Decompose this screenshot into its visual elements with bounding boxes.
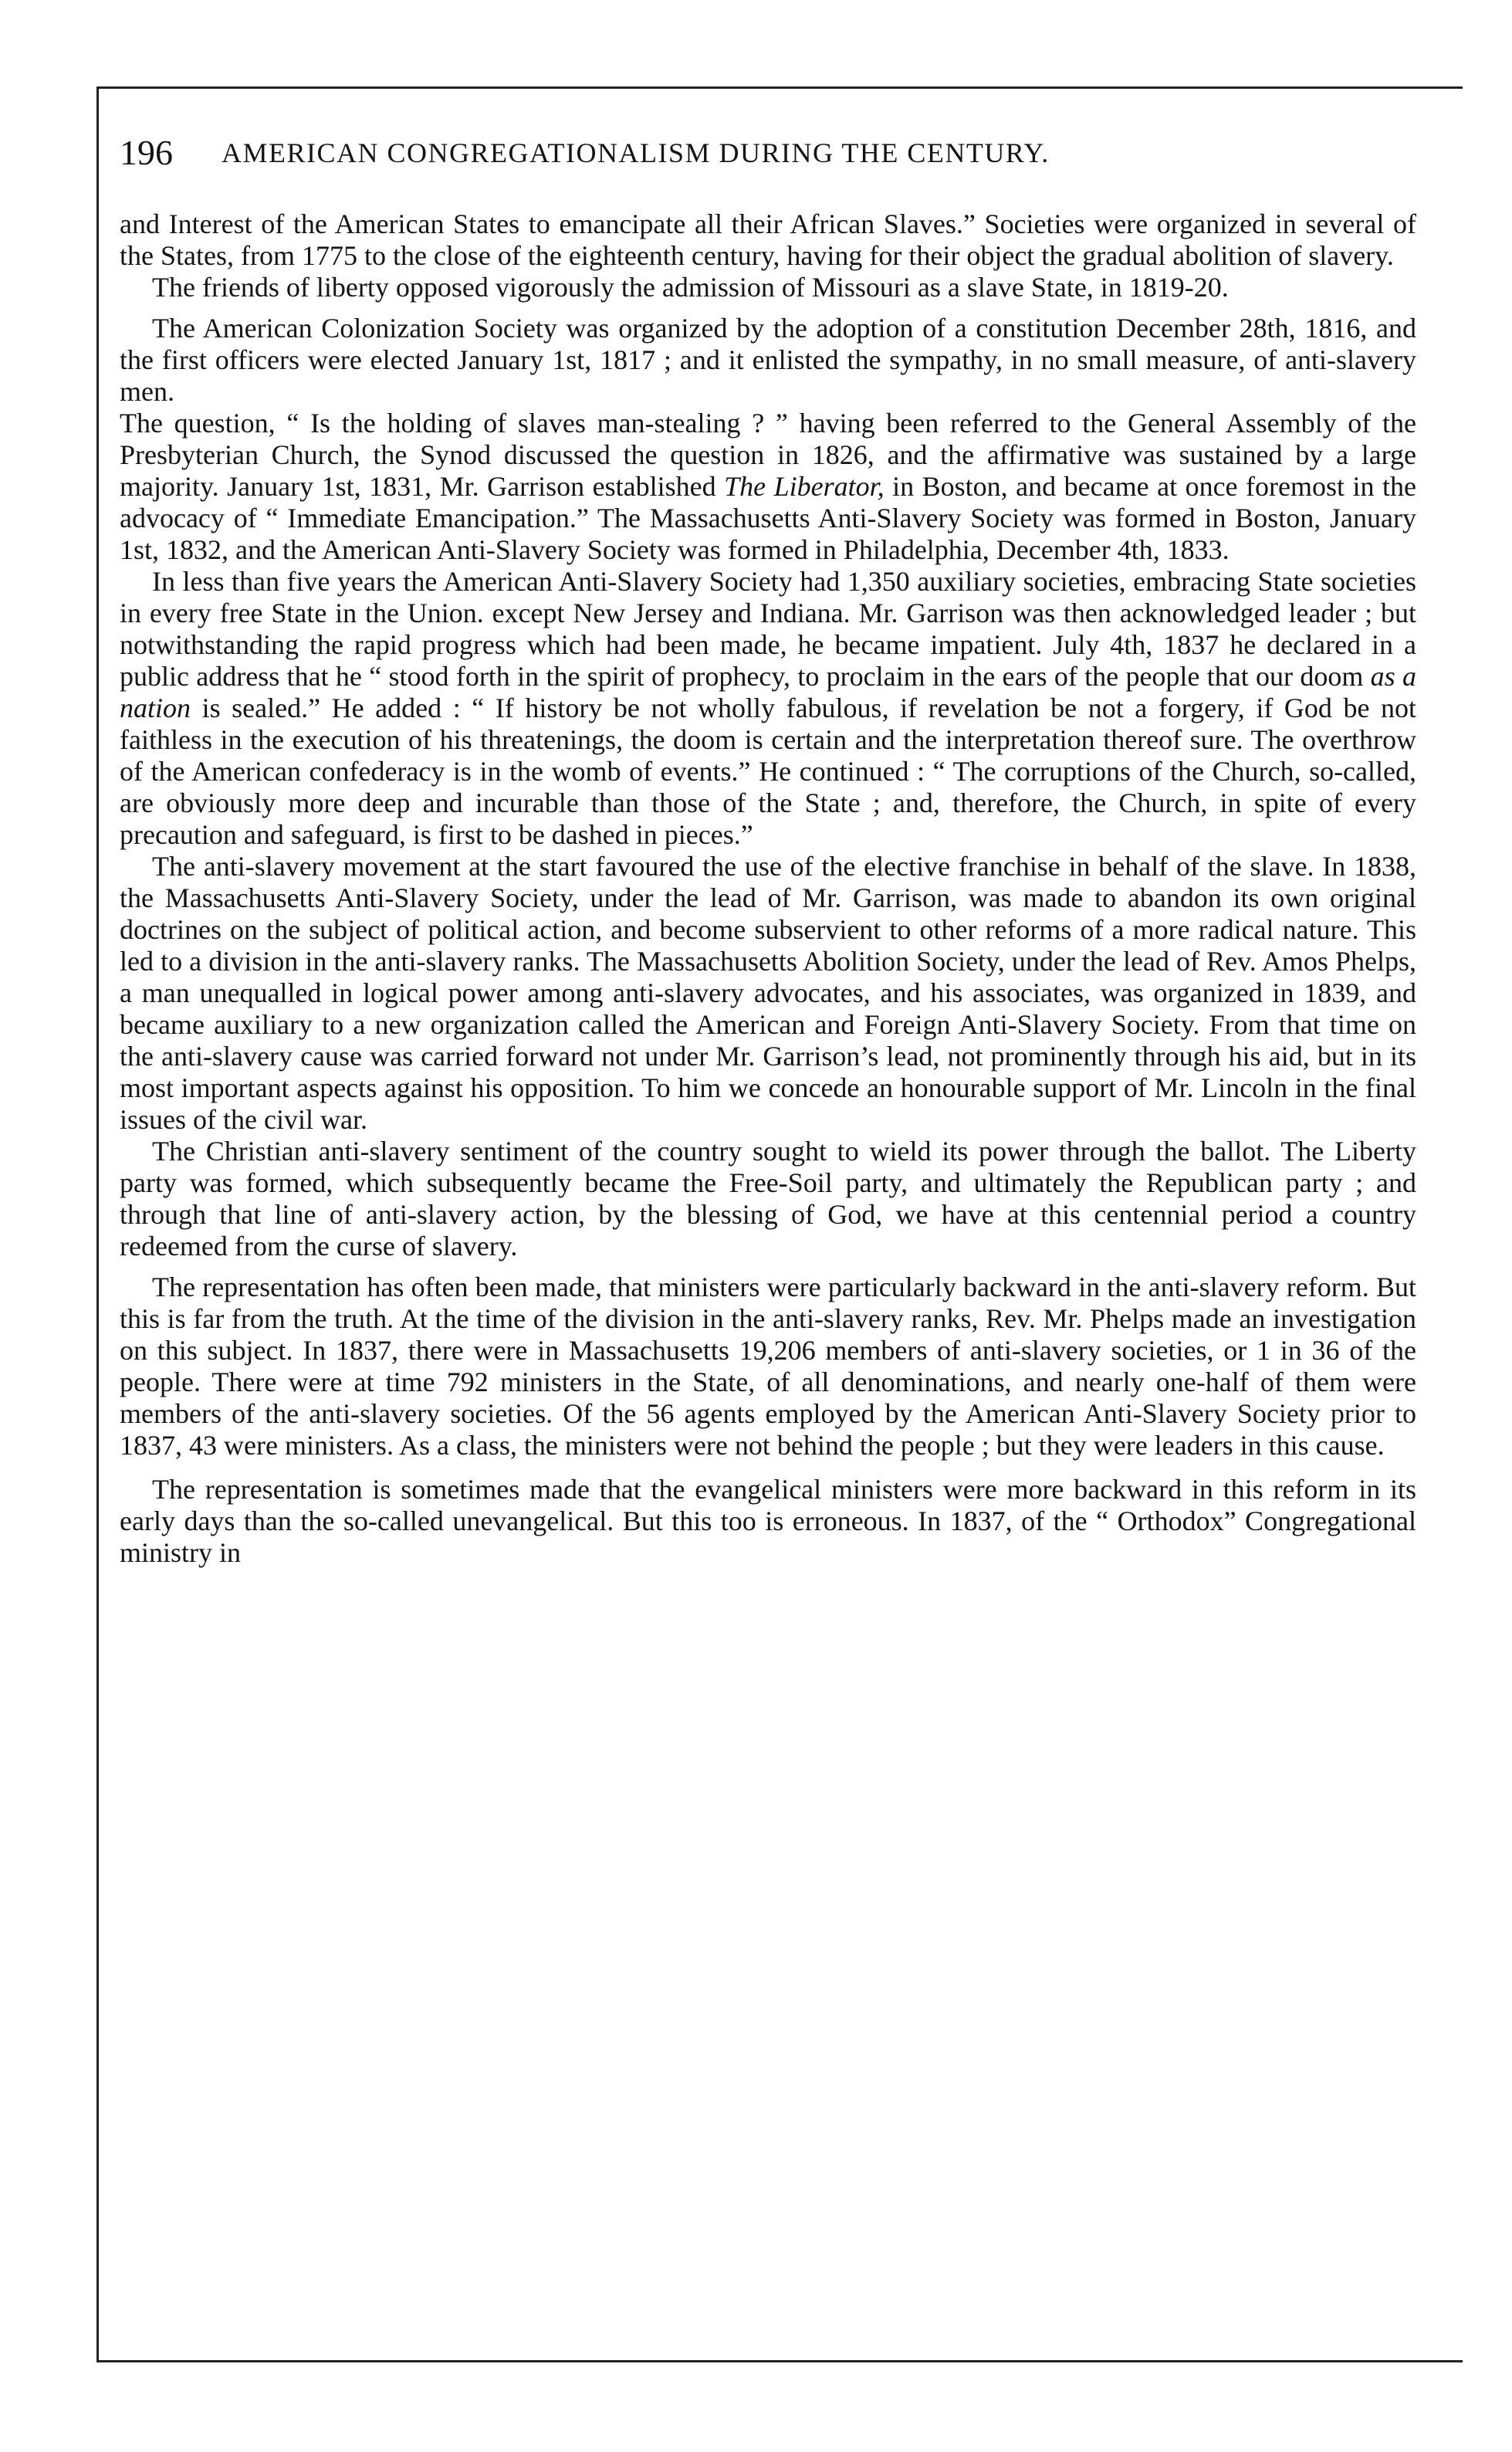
paragraph-2: The friends of liberty opposed vigorously the admission of Missouri as a slave State, in 1819-20. (152, 272, 1229, 303)
paragraph-4-italic: The Liberator, (724, 471, 885, 502)
paragraph-5-italic: as a nation (120, 661, 1417, 723)
page-number: 196 (120, 133, 173, 172)
paragraph-4-text-a: The question, “ Is the holding of slaves man-stealing ? ” having been referred to the General Assembly of the Presbyterian Church, the Synod discussed the question in 1826, and the affirmative was sustained by a large majority. January 1st, 1831, Mr. Garrison established (120, 408, 1416, 502)
paragraph-8: The representation has often been made, that ministers were particularly backward in the anti-slavery reform. But this is far from the truth. At the time of the division in the anti-slavery ranks, Rev. Mr. Phelps made an investigation on this subject. In 1837, there were in Massachusetts 19,206 members of anti-slavery societies, or 1 in 36 of the people. There were at time 792 ministers in the State, of all denominations, and nearly one-half of them were members of the anti-slavery societies. Of the 56 agents employed by the American Anti-Slavery Society prior to 1837, 43 were ministers. As a class, the ministers were not behind the people ; but they were leaders in this cause. (120, 1272, 1416, 1461)
left-margin-rule (96, 86, 99, 2361)
body-text (120, 208, 1416, 1569)
paragraph-5-text-a: In less than five years the American Anti-Slavery Society had 1,350 auxiliary societies, embracing State societies in every free State in the Union. except New Jersey and Indiana. Mr. Garrison was then acknowledged leader ; but notwithstanding the rapid progress which had been made, he became impatient. July 4th, 1837 he declared in a public address that he “ stood forth in the spirit of prophecy, to proclaim in the ears of the people that our doom (120, 566, 1416, 692)
page-header (120, 130, 1416, 176)
paragraph-4-text-b: in Boston, and became at once foremost in the advocacy of “ Immediate Emancipation.” The Massachusetts Anti-Slavery Society was formed in Boston, January 1st, 1832, and the American Anti-Slavery Society was formed in Philadelphia, December 4th, 1833. (120, 471, 1416, 565)
bottom-rule (96, 2360, 1463, 2362)
paragraph-1: and Interest of the American States to emancipate all their African Slaves.” Societies were organized in several of the States, from 1775 to the close of the eighteenth century, having for their object the gradual abolition of slavery. (120, 208, 1416, 271)
top-rule (96, 86, 1463, 89)
paragraph-5 (120, 566, 1416, 851)
paragraph-7: The Christian anti-slavery sentiment of the country sought to wield its power through the ballot. The Liberty party was formed, which subsequently became the Free-Soil party, and ultimately the Republican party ; and through that line of anti-slavery action, by the blessing of God, we have at this centennial period a country redeemed from the curse of slavery. (120, 1136, 1416, 1262)
paragraph-6: The anti-slavery movement at the start favoured the use of the elective franchise in behalf of the slave. In 1838, the Massachusetts Anti-Slavery Society, under the lead of Mr. Garrison, was made to abandon its own original doctrines on the subject of political action, and become subservient to other reforms of a more radical nature. This led to a division in the anti-slavery ranks. The Massachusetts Abolition Society, under the lead of Rev. Amos Phelps, a man unequalled in logical power among anti-slavery advocates, and his associates, was organized in 1839, and became auxiliary to a new organization called the American and Foreign Anti-Slavery Society. From that time on the anti-slavery cause was carried forward not under Mr. Garrison’s lead, not prominently through his aid, but in its most important aspects against his opposition. To him we concede an honourable support of Mr. Lincoln in the final issues of the civil war. (120, 851, 1416, 1135)
paragraph-5-text-b: is sealed.” He added : “ If history be not wholly fabulous, if revelation be not a forgery, if God be not faithless in the execution of his threatenings, the doom is certain and the interpretation thereof sure. The overthrow of the American confederacy is in the womb of events.” He continued : “ The corruptions of the Church, so-called, are obviously more deep and incurable than those of the State ; and, therefore, the Church, in spite of every precaution and safeguard, is first to be dashed in pieces.” (120, 693, 1416, 850)
paragraph-4 (120, 408, 1416, 566)
paragraph-3: The American Colonization Society was organized by the adoption of a constitution December 28th, 1816, and the first officers were elected January 1st, 1817 ; and it enlisted the sympathy, in no small measure, of anti-slavery men. (120, 313, 1416, 407)
running-title: AMERICAN CONGREGATIONALISM DURING THE CENTURY. (222, 137, 1050, 168)
paragraph-9: The representation is sometimes made that the evangelical ministers were more backward in this reform in its early days than the so-called unevangelical. But this too is erroneous. In 1837, of the “ Orthodox” Congregational ministry in (120, 1474, 1416, 1568)
